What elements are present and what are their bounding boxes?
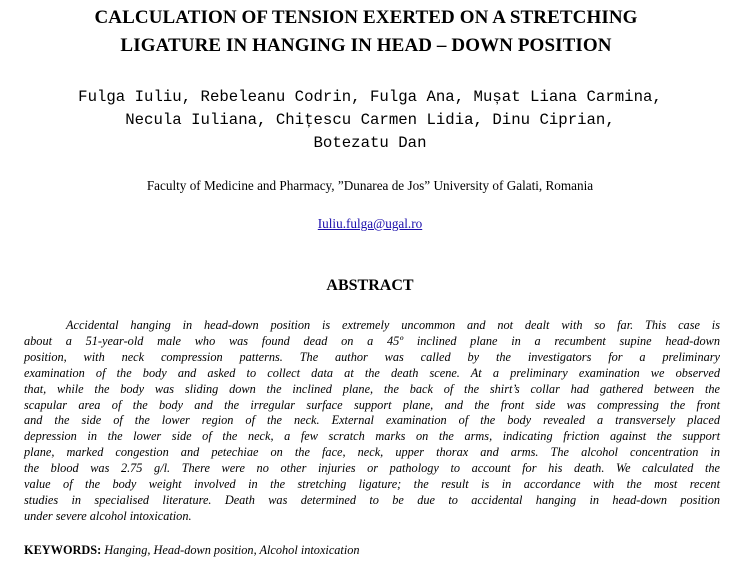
- abstract-line: plane, marked congestion and petechiae on the face, neck, upper thorax and arms. The alcohol concentration in: [24, 445, 720, 460]
- abstract-line: and the side of the lower region of the neck. External examination of the body revealed a transversely placed: [24, 413, 720, 428]
- author-line-2: Necula Iuliana, Chițescu Carmen Lidia, Dinu Ciprian,: [125, 111, 615, 129]
- abstract-heading: ABSTRACT: [326, 277, 414, 294]
- abstract-line: studies in specialised literature. Death was determined to be due to accidental hanging in head-down position: [24, 492, 720, 507]
- abstract-line: scapular area of the body and the irregular surface support plane, and the front side was compressing the front: [24, 397, 720, 412]
- abstract-line: about a 51-year-old male who was found dead on a 45º inclined plane in a recumbent supine head-down: [24, 333, 720, 348]
- abstract-line: position, with neck compression patterns. The author was called by the investigators for a preliminary: [24, 349, 720, 364]
- abstract-line: depression in the lower side of the neck, a few scratch marks on the arms, indicating friction against the support: [24, 429, 720, 444]
- email-link[interactable]: Iuliu.fulga@ugal.ro: [317, 216, 423, 231]
- title-line-2: LIGATURE IN HANGING IN HEAD – DOWN POSITION: [120, 35, 612, 56]
- abstract-line: that, while the body was sliding down the inclined plane, the back of the shirt’s collar had gathered between the: [24, 381, 720, 396]
- abstract-body: [24, 318, 720, 525]
- title-line-1: CALCULATION OF TENSION EXERTED ON A STRETCHING: [94, 7, 638, 28]
- keywords-label: KEYWORDS:: [24, 543, 102, 557]
- keywords: [24, 543, 360, 558]
- keywords-text: Hanging, Head-down position, Alcohol intoxication: [104, 543, 360, 557]
- email-container: [0, 216, 732, 232]
- abstract-line: the blood was 2.75 g/l. There were no other injuries or pathology to account for his death. We calculated the: [24, 461, 720, 476]
- author-line-3: Botezatu Dan: [313, 134, 427, 152]
- abstract-line: Accidental hanging in head-down position is extremely uncommon and not dealt with so far. This case is: [66, 318, 720, 332]
- abstract-line: under severe alcohol intoxication.: [24, 508, 192, 523]
- affiliation: Faculty of Medicine and Pharmacy, ”Dunarea de Jos” University of Galati, Romania: [146, 178, 594, 193]
- author-list: [0, 86, 732, 155]
- author-line-1: Fulga Iuliu, Rebeleanu Codrin, Fulga Ana, Mușat Liana Carmina,: [78, 88, 662, 106]
- abstract-line: value of the body weight involved in the stretching ligature; the result is in accordance with the most recent: [24, 477, 720, 492]
- abstract-line: examination of the body and asked to collect data at the death scene. At a preliminary examination we observed: [24, 365, 720, 380]
- paper-title: [0, 4, 732, 60]
